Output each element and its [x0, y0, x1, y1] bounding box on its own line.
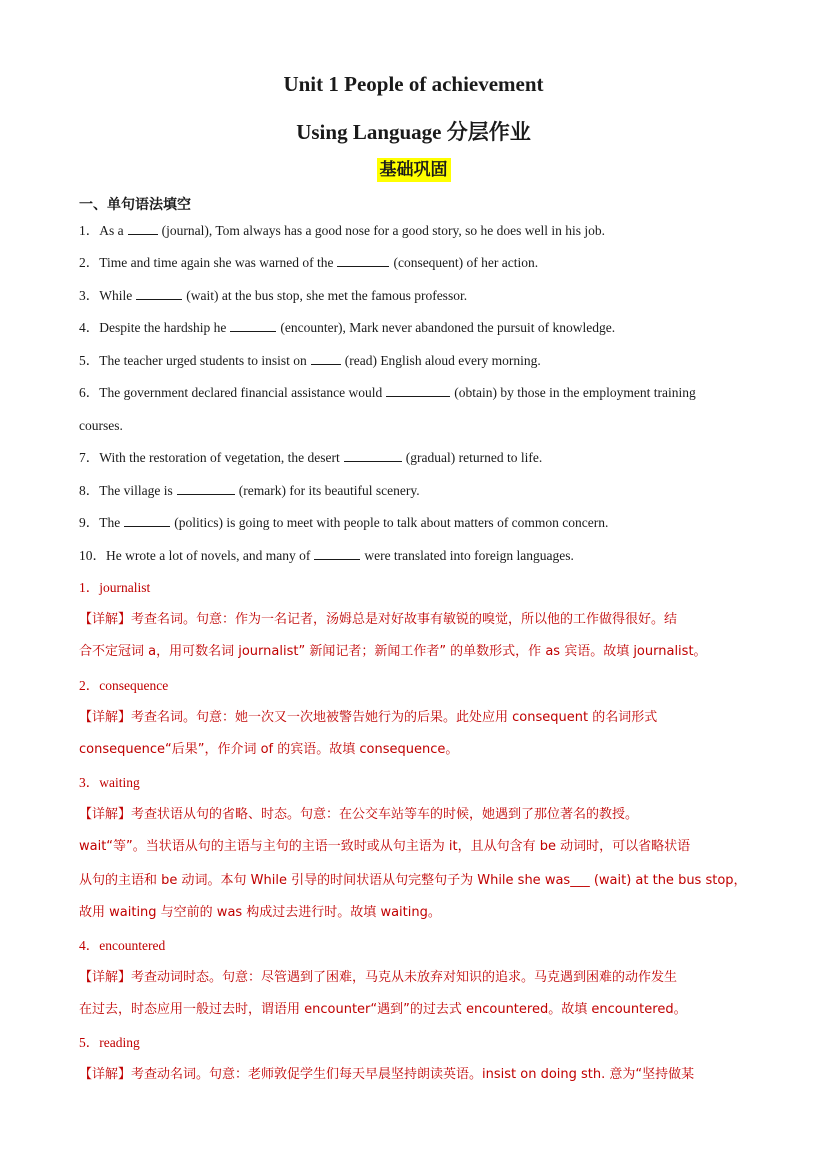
- answer-blank[interactable]: [230, 319, 276, 332]
- answer-blank[interactable]: [344, 449, 402, 462]
- level-badge: 基础巩固: [377, 158, 451, 182]
- question-text: courses.: [79, 418, 123, 433]
- question-text: were translated into foreign languages.: [364, 548, 574, 563]
- question-text: The village is: [99, 483, 173, 498]
- question-line: [79, 449, 749, 467]
- answer-label: 5．reading: [79, 1035, 140, 1050]
- question-text: (obtain) by those in the employment training: [454, 385, 696, 400]
- question-text: (remark) for its beautiful scenery.: [238, 483, 420, 498]
- document-title: Unit 1 People of achievement: [283, 72, 544, 96]
- question-line: [79, 352, 749, 370]
- answer-label: 1．journalist: [79, 580, 151, 595]
- answer-blank[interactable]: [311, 352, 341, 365]
- answer-blank[interactable]: [136, 287, 182, 300]
- answer-explanation: 【详解】考查名词。句意：作为一名记者，汤姆总是对好故事有敏锐的嗅觉，所以他的工作做得很好。结: [79, 612, 678, 627]
- question-line: [79, 384, 749, 402]
- answer-explanation: consequence“后果”，作介词 of 的宾语。故填 consequence。: [79, 742, 459, 757]
- answer-blank[interactable]: [386, 384, 450, 397]
- question-text: (journal), Tom always has a good nose for a good story, so he does well in his job.: [161, 223, 605, 238]
- answer-label: 2．consequence: [79, 678, 169, 693]
- question-text: As a: [99, 223, 124, 238]
- answer-explanation: 在过去，时态应用一般过去时，谓语用 encounter“遇到”的过去式 encountered。故填 encountered。: [79, 1002, 687, 1017]
- answer-blank[interactable]: [128, 222, 158, 235]
- question-number: 8．: [79, 483, 100, 498]
- question-text: (politics) is going to meet with people to talk about matters of common concern.: [174, 515, 609, 530]
- answer-explanation: 【详解】考查动词时态。句意：尽管遇到了困难，马克从未放弃对知识的追求。马克遇到困难的动作发生: [79, 970, 678, 985]
- question-line: [79, 514, 749, 532]
- question-number: 4．: [79, 320, 100, 335]
- answer-label: 3．waiting: [79, 775, 140, 790]
- answer-explanation: wait“等”。当状语从句的主语与主句的主语一致时或从句主语为 it，且从句含有 be 动词时，可以省略状语: [79, 839, 691, 854]
- answer-explanation: 从句的主语和 be 动词。本句 While 引导的时间状语从句完整句子为 While she was___ (wait) at the bus stop，: [79, 873, 747, 888]
- question-text: With the restoration of vegetation, the desert: [99, 450, 340, 465]
- answer-label: 4．encountered: [79, 938, 166, 953]
- question-line: [79, 254, 749, 272]
- question-line: [79, 482, 749, 500]
- section-heading: 一、单句语法填空: [79, 197, 191, 213]
- question-text: The: [99, 515, 121, 530]
- answer-explanation: 【详解】考查动名词。句意：老师敦促学生们每天早晨坚持朗读英语。insist on doing sth. 意为“坚持做某: [79, 1067, 695, 1082]
- level-badge-wrap: [0, 158, 827, 182]
- question-number: 9．: [79, 515, 100, 530]
- answer-blank[interactable]: [337, 254, 389, 267]
- question-text: Time and time again she was warned of the: [99, 255, 334, 270]
- question-line: [79, 547, 749, 565]
- question-text: He wrote a lot of novels, and many of: [106, 548, 311, 563]
- question-text: (gradual) returned to life.: [405, 450, 543, 465]
- question-number: 3．: [79, 288, 100, 303]
- answer-blank[interactable]: [314, 547, 360, 560]
- question-number: 6．: [79, 385, 100, 400]
- question-line: [79, 319, 749, 337]
- answer-blank[interactable]: [177, 482, 235, 495]
- question-line: [79, 417, 749, 435]
- answer-explanation: 【详解】考查状语从句的省略、时态。句意：在公交车站等车的时候，她遇到了那位著名的教授。: [79, 807, 639, 822]
- answer-blank[interactable]: [124, 514, 170, 527]
- question-text: (read) English aloud every morning.: [344, 353, 541, 368]
- answer-explanation: 故用 waiting 与空前的 was 构成过去进行时。故填 waiting。: [79, 905, 441, 920]
- question-text: The government declared financial assistance would: [99, 385, 383, 400]
- question-number: 1．: [79, 223, 100, 238]
- question-text: (consequent) of her action.: [393, 255, 539, 270]
- question-number: 2．: [79, 255, 100, 270]
- question-text: While: [99, 288, 133, 303]
- question-line: [79, 287, 749, 305]
- question-text: (encounter), Mark never abandoned the pursuit of knowledge.: [280, 320, 616, 335]
- question-number: 10．: [79, 548, 106, 563]
- question-text: Despite the hardship he: [99, 320, 227, 335]
- answer-explanation: 【详解】考查名词。句意：她一次又一次地被警告她行为的后果。此处应用 consequent 的名词形式: [79, 710, 658, 725]
- document-subtitle: Using Language 分层作业: [296, 120, 531, 144]
- question-text: (wait) at the bus stop, she met the famous professor.: [186, 288, 468, 303]
- question-number: 7．: [79, 450, 100, 465]
- question-text: The teacher urged students to insist on: [99, 353, 307, 368]
- answer-explanation: 合不定冠词 a，用可数名词 journalist” 新闻记者；新闻工作者” 的单数形式，作 as 宾语。故填 journalist。: [79, 644, 707, 659]
- question-line: [79, 222, 749, 240]
- question-number: 5．: [79, 353, 100, 368]
